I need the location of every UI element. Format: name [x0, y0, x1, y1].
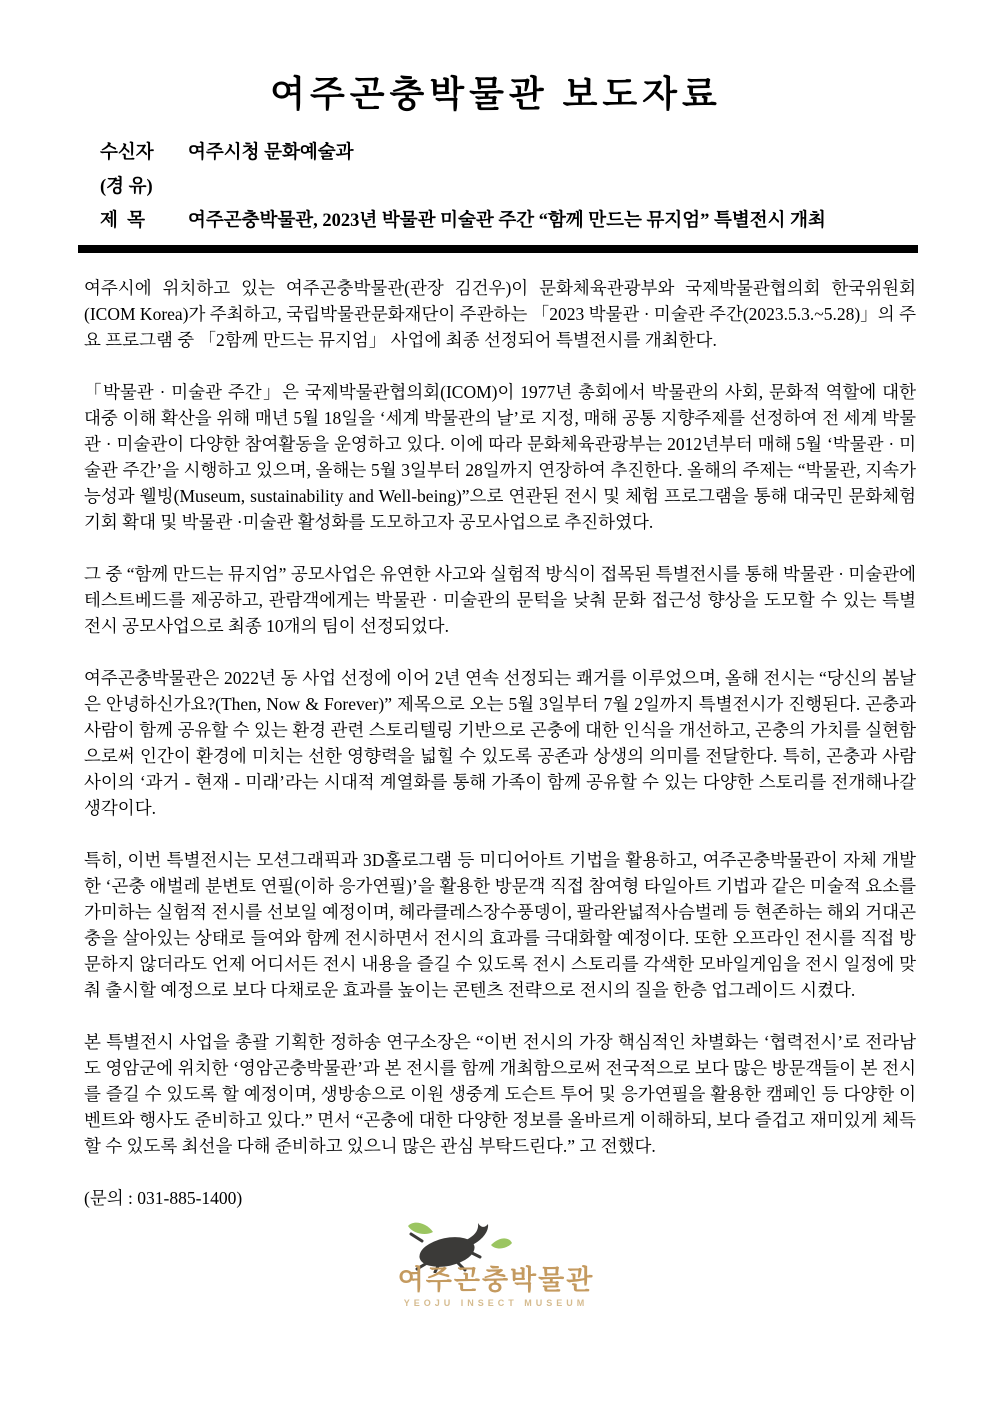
body-paragraph: 여주곤충박물관은 2022년 동 사업 선정에 이어 2년 연속 선정되는 쾌거를 이루었으며, 올해 전시는 “당신의 봄날은 안녕하신가요?(Then, Now & Forever)” 제목으로 오는 5월 3일부터 7월 2일까지 특별전시가 진행된다. 곤충과 사람이 함께 공유할 수 있는 환경 관련 스토리텔링 기반으로 곤충에 대한 인식을 개선하고, 곤충의 가치를 실현함으로써 인간이 환경에 미치는 선한 영향력을 넓힐 수 있도록 공존과 상생의 의미를 전달한다. 특히, 곤충과 사람 사이의 ‘과거 - 현재 - 미래’라는 시대적 계열화를 통해 가족이 함께 공유할 수 있는 다양한 스토리를 전개해나갈 생각이다. — [84, 668, 916, 818]
subject-row — [100, 211, 912, 232]
body-paragraph: 특히, 이번 특별전시는 모션그래픽과 3D홀로그램 등 미디어아트 기법을 활용하고, 여주곤충박물관이 자체 개발한 ‘곤충 애벌레 분변토 연필(이하 응가연필)’을 활용한 방문객 직접 참여형 타일아트 기법과 같은 미술적 요소를 가미하는 실험적 전시를 선보일 예정이며, 헤라클레스장수풍뎅이, 팔라완넓적사슴벌레 등 현존하는 해외 거대곤충을 살아있는 상태로 들여와 함께 전시하면서 전시의 효과를 극대화할 예정이다. 또한 오프라인 전시를 직접 방문하지 않더라도 언제 어디서든 전시 내용을 즐길 수 있도록 전시 스토리를 각색한 모바일게임을 전시 일정에 맞춰 출시할 예정으로 보다 다채로운 효과를 높이는 콘텐츠 전략으로 전시의 질을 한층 업그레이드 시켰다. — [84, 850, 916, 1000]
document-body — [84, 275, 916, 1211]
logo-english-text: YEOJU INSECT MUSEUM — [403, 1298, 589, 1308]
via-label: (경 유) — [100, 177, 153, 197]
document-title: 여주곤충박물관 보도자료 — [270, 74, 722, 114]
logo-korean-text: 여주곤충박물관 — [397, 1265, 595, 1295]
leaf-icon — [408, 1223, 433, 1234]
recipient-row — [100, 143, 912, 164]
via-row — [100, 177, 912, 198]
divider-rule — [78, 245, 918, 253]
body-paragraph: 「박물관 · 미술관 주간」은 국제박물관협의회(ICOM)이 1977년 총회에서 박물관의 사회, 문화적 역할에 대한 대중 이해 확산을 위해 매년 5월 18일을 ‘세계 박물관의 날’로 지정, 매해 공통 지향주제를 선정하여 전 세계 박물관 · 미술관이 다양한 참여활동을 운영하고 있다. 이에 따라 문화체육관광부는 2012년부터 매해 5월 ‘박물관 · 미술관 주간’을 시행하고 있으며, 올해는 5월 3일부터 28일까지 연장하여 추진한다. 올해의 주제는 “박물관, 지속가능성과 웰빙(Museum, sustainability and Well-being)”으로 연관된 전시 및 체험 프로그램을 통해 대국민 문화체험 기회 확대 및 박물관 ·미술관 활성화를 도모하고자 공모사업으로 추진하였다. — [84, 382, 916, 532]
contact-line: (문의 : 031-885-1400) — [84, 1188, 243, 1208]
body-paragraph: 그 중 “함께 만드는 뮤지엄” 공모사업은 유연한 사고와 실험적 방식이 접목된 특별전시를 통해 박물관 · 미술관에 테스트베드를 제공하고, 관람객에게는 박물관 · 미술관의 문턱을 낮춰 문화 접근성 향상을 도모할 수 있는 특별전시 공모사업으로 최종 10개의 팀이 선정되었다. — [84, 564, 916, 636]
document-header — [100, 143, 912, 232]
recipient-label: 수신자 — [100, 143, 154, 163]
body-paragraph: 여주시에 위치하고 있는 여주곤충박물관(관장 김건우)이 문화체육관광부와 국제박물관협의회 한국위원회(ICOM Korea)가 주최하고, 국립박물관문화재단이 주관하는 「2023 박물관 · 미술관 주간(2023.5.3.~5.28)」의 주요 프로그램 중 「2함께 만드는 뮤지엄」 사업에 최종 선정되어 특별전시를 개최한다. — [84, 278, 916, 350]
subject-value: 여주곤충박물관, 2023년 박물관 미술관 주간 “함께 만드는 뮤지엄” 특별전시 개최 — [188, 211, 826, 231]
recipient-value: 여주시청 문화예술과 — [188, 143, 354, 163]
subject-label: 제 목 — [100, 211, 145, 231]
museum-logo — [398, 1219, 595, 1308]
leaf-icon — [491, 1238, 512, 1248]
body-paragraph: 본 특별전시 사업을 총괄 기획한 정하송 연구소장은 “이번 전시의 가장 핵심적인 차별화는 ‘협력전시’로 전라남도 영암군에 위치한 ‘영암곤충박물관’과 본 전시를 함께 개최함으로써 전국적으로 보다 많은 방문객들이 본 전시를 즐길 수 있도록 할 예정이며, 생방송으로 이원 생중계 도슨트 투어 및 응가연필을 활용한 캠페인 등 다양한 이벤트와 행사도 준비하고 있다.” 면서 “곤충에 대한 다양한 정보를 올바르게 이해하되, 보다 즐겁고 재미있게 체득할 수 있도록 최선을 다해 준비하고 있으니 많은 관심 부탁드린다.” 고 전했다. — [84, 1032, 916, 1156]
